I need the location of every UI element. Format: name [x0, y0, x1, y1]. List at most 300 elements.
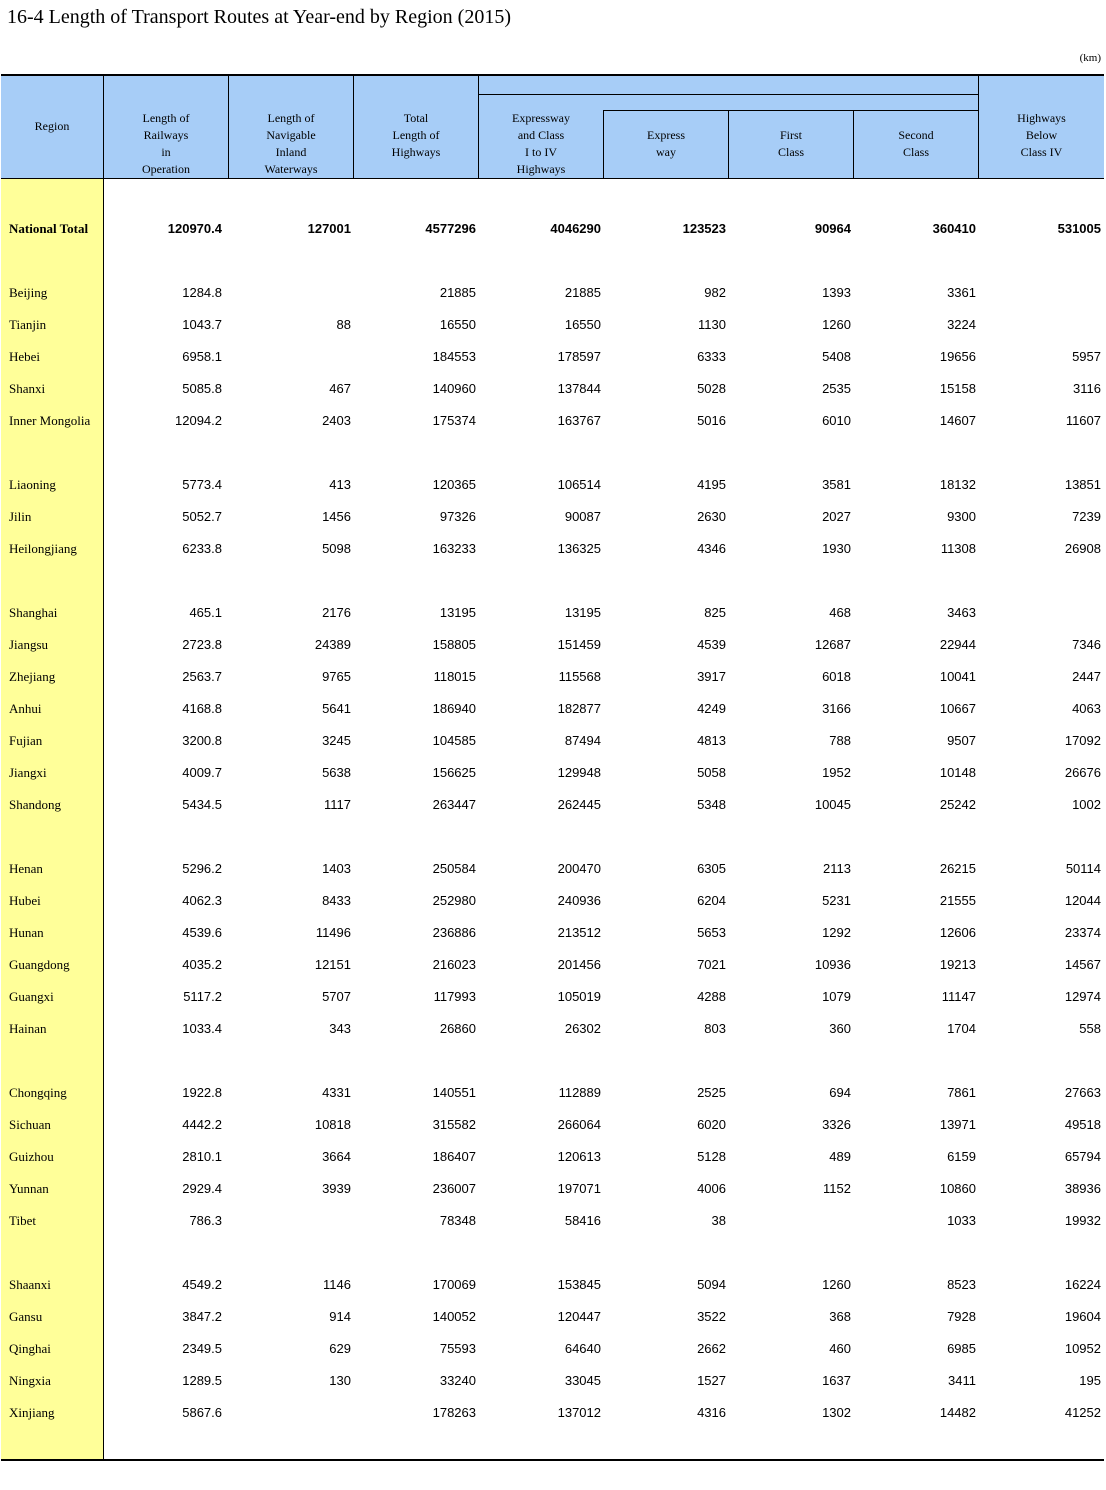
cell-expressway-class: 137012 [557, 1405, 601, 1420]
cell-railways: 4549.2 [182, 1277, 222, 1292]
data-table [1, 74, 1104, 1461]
cell-railways: 5296.2 [182, 861, 222, 876]
cell-second-class: 11308 [940, 541, 976, 556]
cell-first-class: 6018 [822, 669, 851, 684]
table-row [1, 1147, 1104, 1167]
cell-expressway-class: 106514 [557, 477, 601, 492]
cell-second-class: 21555 [939, 893, 976, 908]
cell-railways: 1033.4 [182, 1021, 222, 1036]
header-expressway: Express way [603, 110, 728, 178]
region-name: Hubei [9, 893, 41, 908]
region-name: Ningxia [9, 1373, 51, 1388]
cell-waterways: 1456 [322, 509, 351, 524]
cell-first-class: 2535 [822, 381, 851, 396]
cell-first-class: 2113 [823, 861, 851, 876]
cell-waterways: 130 [329, 1373, 351, 1388]
cell-below-class-iv: 2447 [1072, 669, 1101, 684]
region-name: Yunnan [9, 1181, 49, 1196]
cell-below-class-iv: 26908 [1064, 541, 1101, 556]
header-sub-divider [603, 110, 978, 111]
cell-expressway-class: 182877 [557, 701, 601, 716]
cell-below-class-iv: 19604 [1064, 1309, 1101, 1324]
cell-total-highways: 118015 [433, 669, 476, 684]
cell-total-highways: 236007 [432, 1181, 476, 1196]
table-row [1, 1307, 1104, 1327]
cell-railways: 2810.1 [182, 1149, 222, 1164]
cell-waterways: 5707 [322, 989, 351, 1004]
table-row [1, 1083, 1104, 1103]
cell-expressway: 5653 [697, 925, 726, 940]
cell-expressway-class: 136325 [557, 541, 601, 556]
cell-expressway-class: 58416 [564, 1213, 601, 1228]
cell-first-class: 1302 [822, 1405, 851, 1420]
cell-second-class: 25242 [939, 797, 976, 812]
cell-railways: 6958.1 [182, 349, 222, 364]
table-row [1, 475, 1104, 495]
cell-railways: 5773.4 [182, 477, 222, 492]
table-row [1, 891, 1104, 911]
cell-expressway-class: 137844 [557, 381, 601, 396]
cell-expressway-class: 213512 [557, 925, 601, 940]
cell-first-class: 1260 [822, 317, 851, 332]
table-row [1, 1019, 1104, 1039]
cell-expressway-class: 163767 [557, 413, 601, 428]
table-body [1, 179, 1104, 1461]
cell-first-class: 468 [829, 605, 851, 620]
cell-expressway-class: 178597 [557, 349, 601, 364]
cell-total-highways: 97326 [439, 509, 476, 524]
region-name: Guizhou [9, 1149, 54, 1164]
table-row [1, 507, 1104, 527]
cell-expressway: 6204 [697, 893, 726, 908]
cell-second-class: 18132 [939, 477, 976, 492]
cell-second-class: 360410 [932, 221, 976, 236]
cell-waterways: 343 [329, 1021, 351, 1036]
cell-second-class: 19213 [939, 957, 976, 972]
table-row [1, 1115, 1104, 1135]
cell-railways: 6233.8 [182, 541, 222, 556]
cell-expressway-class: 21885 [564, 285, 601, 300]
cell-railways: 5434.5 [182, 797, 222, 812]
cell-total-highways: 184553 [432, 349, 476, 364]
cell-waterways: 3245 [322, 733, 351, 748]
cell-expressway: 803 [704, 1021, 726, 1036]
page-title: 16-4 Length of Transport Routes at Year-end by Region (2015) [7, 6, 511, 28]
cell-below-class-iv: 7346 [1072, 637, 1101, 652]
cell-first-class: 12687 [814, 637, 851, 652]
table-row [1, 987, 1104, 1007]
cell-railways: 3200.8 [182, 733, 222, 748]
table-row [1, 1275, 1104, 1295]
cell-expressway-class: 120613 [557, 1149, 601, 1164]
header-region: Region [34, 119, 70, 133]
region-name: Guangdong [9, 957, 70, 972]
cell-below-class-iv: 3116 [1073, 381, 1101, 396]
table-row [1, 539, 1104, 559]
region-name: National Total [9, 221, 89, 236]
cell-railways: 5867.6 [182, 1405, 222, 1420]
cell-second-class: 1704 [947, 1021, 976, 1036]
cell-below-class-iv: 12974 [1064, 989, 1101, 1004]
cell-expressway: 4316 [697, 1405, 726, 1420]
cell-first-class: 1393 [822, 285, 851, 300]
cell-below-class-iv: 41252 [1064, 1405, 1101, 1420]
region-name: Heilongjiang [9, 541, 77, 556]
cell-total-highways: 216023 [432, 957, 476, 972]
cell-total-highways: 186407 [432, 1149, 476, 1164]
cell-below-class-iv: 38936 [1064, 1181, 1101, 1196]
cell-expressway-class: 87494 [564, 733, 601, 748]
cell-waterways: 3939 [322, 1181, 351, 1196]
cell-total-highways: 175374 [432, 413, 476, 428]
cell-second-class: 3361 [947, 285, 976, 300]
cell-waterways: 11496 [315, 925, 351, 940]
table-row [1, 763, 1104, 783]
cell-second-class: 3463 [947, 605, 976, 620]
cell-railways: 4062.3 [182, 893, 222, 908]
region-name: Hainan [9, 1021, 47, 1036]
table-row [1, 1371, 1104, 1391]
cell-railways: 2563.7 [182, 669, 222, 684]
cell-expressway: 2630 [697, 509, 726, 524]
cell-railways: 5052.7 [182, 509, 222, 524]
region-name: Hunan [9, 925, 44, 940]
cell-second-class: 22944 [939, 637, 976, 652]
cell-expressway: 1527 [697, 1373, 726, 1388]
cell-expressway-class: 240936 [557, 893, 601, 908]
cell-expressway: 5028 [697, 381, 726, 396]
table-row [1, 603, 1104, 623]
cell-railways: 12094.2 [175, 413, 222, 428]
cell-expressway: 4006 [697, 1181, 726, 1196]
cell-expressway: 5128 [697, 1149, 726, 1164]
table-row [1, 283, 1104, 303]
cell-railways: 1043.7 [182, 317, 222, 332]
cell-total-highways: 104585 [432, 733, 476, 748]
region-name: Jiangxi [9, 765, 47, 780]
cell-expressway-class: 13195 [564, 605, 601, 620]
cell-expressway: 3917 [697, 669, 726, 684]
cell-waterways: 2176 [322, 605, 351, 620]
region-name: Guangxi [9, 989, 54, 1004]
region-name: Shanghai [9, 605, 58, 620]
header-waterways: Length of Navigable Inland Waterways [228, 76, 353, 178]
region-name: Hebei [9, 349, 41, 364]
cell-below-class-iv: 7239 [1072, 509, 1101, 524]
table-row [1, 1403, 1104, 1423]
cell-waterways: 5098 [322, 541, 351, 556]
cell-railways: 5085.8 [182, 381, 222, 396]
cell-expressway-class: 64640 [564, 1341, 601, 1356]
cell-railways: 120970.4 [167, 221, 222, 236]
cell-below-class-iv: 50114 [1065, 861, 1101, 876]
table-row [1, 699, 1104, 719]
cell-total-highways: 140551 [432, 1085, 476, 1100]
header-total-highways: Total Length of Highways [353, 76, 478, 178]
cell-second-class: 11147 [941, 989, 976, 1004]
cell-first-class: 360 [829, 1021, 851, 1036]
region-name: Beijing [9, 285, 48, 300]
cell-second-class: 13971 [939, 1117, 976, 1132]
cell-railways: 1289.5 [182, 1373, 222, 1388]
cell-expressway: 982 [704, 285, 726, 300]
cell-second-class: 15158 [939, 381, 976, 396]
cell-first-class: 694 [829, 1085, 851, 1100]
cell-waterways: 88 [336, 317, 351, 332]
region-name: Shanxi [9, 381, 46, 396]
cell-expressway-class: 201456 [557, 957, 601, 972]
cell-second-class: 10041 [939, 669, 976, 684]
cell-below-class-iv: 26676 [1064, 765, 1101, 780]
cell-total-highways: 163233 [432, 541, 476, 556]
table-header [1, 76, 1104, 179]
table-row [1, 347, 1104, 367]
cell-total-highways: 21885 [439, 285, 476, 300]
region-name: Fujian [9, 733, 43, 748]
region-name: Gansu [9, 1309, 43, 1324]
header-expressway-class: Expressway and Class I to IV Highways [478, 94, 603, 178]
cell-expressway: 6020 [697, 1117, 726, 1132]
cell-first-class: 1260 [822, 1277, 851, 1292]
table-row [1, 923, 1104, 943]
cell-expressway: 4813 [697, 733, 726, 748]
cell-first-class: 6010 [822, 413, 851, 428]
cell-total-highways: 186940 [432, 701, 476, 716]
cell-below-class-iv: 27663 [1064, 1085, 1101, 1100]
cell-waterways: 2403 [322, 413, 351, 428]
header-below-class-iv: Highways Below Class IV [978, 76, 1104, 178]
cell-total-highways: 75593 [439, 1341, 476, 1356]
cell-expressway-class: 4046290 [550, 221, 601, 236]
cell-total-highways: 178263 [432, 1405, 476, 1420]
cell-expressway-class: 153845 [557, 1277, 601, 1292]
cell-railways: 465.1 [189, 605, 222, 620]
cell-second-class: 10667 [939, 701, 976, 716]
cell-expressway: 4346 [697, 541, 726, 556]
cell-first-class: 1930 [822, 541, 851, 556]
cell-second-class: 9507 [947, 733, 976, 748]
cell-first-class: 10045 [814, 797, 851, 812]
cell-total-highways: 263447 [432, 797, 476, 812]
cell-first-class: 1079 [822, 989, 851, 1004]
header-second-class: Second Class [853, 110, 978, 178]
cell-waterways: 127001 [307, 221, 351, 236]
cell-below-class-iv: 12044 [1064, 893, 1101, 908]
cell-railways: 4009.7 [182, 765, 222, 780]
cell-railways: 2929.4 [182, 1181, 222, 1196]
unit-label: (km) [1079, 52, 1101, 64]
cell-total-highways: 120365 [432, 477, 476, 492]
table-row [1, 667, 1104, 687]
cell-below-class-iv: 23374 [1064, 925, 1101, 940]
cell-second-class: 9300 [947, 509, 976, 524]
region-name: Tibet [9, 1213, 36, 1228]
cell-first-class: 90964 [814, 221, 851, 236]
cell-total-highways: 250584 [432, 861, 476, 876]
cell-expressway-class: 151459 [557, 637, 601, 652]
cell-below-class-iv: 4063 [1072, 701, 1101, 716]
cell-second-class: 3411 [948, 1373, 976, 1388]
region-name: Jilin [9, 509, 32, 524]
cell-expressway-class: 197071 [557, 1181, 601, 1196]
cell-expressway: 2662 [697, 1341, 726, 1356]
cell-railways: 786.3 [189, 1213, 222, 1228]
cell-first-class: 368 [829, 1309, 851, 1324]
region-name: Sichuan [9, 1117, 51, 1132]
table-row [1, 219, 1104, 239]
cell-expressway-class: 26302 [564, 1021, 601, 1036]
table-row [1, 315, 1104, 335]
cell-waterways: 5641 [322, 701, 351, 716]
cell-below-class-iv: 49518 [1064, 1117, 1101, 1132]
region-name: Tianjin [9, 317, 47, 332]
cell-expressway-class: 200470 [557, 861, 601, 876]
cell-expressway: 5348 [697, 797, 726, 812]
region-name: Liaoning [9, 477, 56, 492]
cell-below-class-iv: 1002 [1072, 797, 1101, 812]
cell-second-class: 12606 [939, 925, 976, 940]
table-row [1, 1179, 1104, 1199]
cell-waterways: 4331 [322, 1085, 351, 1100]
cell-second-class: 8523 [947, 1277, 976, 1292]
cell-waterways: 3664 [322, 1149, 351, 1164]
cell-total-highways: 252980 [432, 893, 476, 908]
cell-below-class-iv: 19932 [1064, 1213, 1101, 1228]
header-first-class: First Class [728, 110, 853, 178]
table-row [1, 635, 1104, 655]
cell-second-class: 10860 [939, 1181, 976, 1196]
cell-total-highways: 78348 [439, 1213, 476, 1228]
cell-below-class-iv: 14567 [1064, 957, 1101, 972]
cell-railways: 2349.5 [182, 1341, 222, 1356]
cell-total-highways: 140960 [432, 381, 476, 396]
cell-total-highways: 4577296 [425, 221, 476, 236]
cell-expressway: 825 [704, 605, 726, 620]
cell-below-class-iv: 65794 [1064, 1149, 1101, 1164]
cell-expressway-class: 129948 [557, 765, 601, 780]
table-row [1, 1339, 1104, 1359]
table-row [1, 1211, 1104, 1231]
cell-second-class: 1033 [947, 1213, 976, 1228]
cell-total-highways: 140052 [432, 1309, 476, 1324]
cell-first-class: 788 [829, 733, 851, 748]
region-name: Inner Mongolia [9, 413, 91, 428]
cell-below-class-iv: 11607 [1065, 413, 1101, 428]
cell-below-class-iv: 5957 [1072, 349, 1101, 364]
cell-below-class-iv: 16224 [1064, 1277, 1101, 1292]
region-name: Shandong [9, 797, 61, 812]
cell-waterways: 629 [329, 1341, 351, 1356]
cell-second-class: 14482 [939, 1405, 976, 1420]
cell-railways: 2723.8 [182, 637, 222, 652]
cell-railways: 4442.2 [182, 1117, 222, 1132]
table-row [1, 731, 1104, 751]
cell-total-highways: 117993 [433, 989, 476, 1004]
cell-total-highways: 13195 [439, 605, 476, 620]
cell-below-class-iv: 13851 [1064, 477, 1101, 492]
header-group-bar-right [603, 76, 978, 95]
cell-expressway-class: 262445 [557, 797, 601, 812]
region-name: Chongqing [9, 1085, 67, 1100]
cell-total-highways: 16550 [439, 317, 476, 332]
cell-waterways: 1146 [323, 1277, 351, 1292]
cell-second-class: 26215 [939, 861, 976, 876]
cell-expressway: 5094 [697, 1277, 726, 1292]
region-name: Jiangsu [9, 637, 48, 652]
cell-below-class-iv: 531005 [1057, 221, 1101, 236]
region-name: Shaanxi [9, 1277, 51, 1292]
cell-expressway: 4539 [697, 637, 726, 652]
table-row [1, 955, 1104, 975]
cell-expressway: 6333 [697, 349, 726, 364]
region-name: Henan [9, 861, 43, 876]
cell-first-class: 5231 [822, 893, 851, 908]
cell-waterways: 1117 [324, 797, 351, 812]
region-column-bg [1, 179, 104, 1459]
cell-railways: 5117.2 [183, 989, 222, 1004]
cell-below-class-iv: 558 [1079, 1021, 1101, 1036]
cell-second-class: 7861 [947, 1085, 976, 1100]
cell-waterways: 9765 [322, 669, 351, 684]
cell-expressway: 6305 [697, 861, 726, 876]
cell-railways: 1922.8 [182, 1085, 222, 1100]
cell-expressway: 4249 [697, 701, 726, 716]
cell-below-class-iv: 17092 [1064, 733, 1101, 748]
table-row [1, 795, 1104, 815]
cell-expressway: 5058 [697, 765, 726, 780]
cell-first-class: 3166 [822, 701, 851, 716]
cell-first-class: 1152 [823, 1181, 851, 1196]
header-group-bar [478, 76, 604, 95]
cell-railways: 4168.8 [182, 701, 222, 716]
cell-below-class-iv: 10952 [1064, 1341, 1101, 1356]
cell-total-highways: 170069 [432, 1277, 476, 1292]
cell-expressway: 2525 [697, 1085, 726, 1100]
cell-first-class: 1952 [822, 765, 851, 780]
cell-railways: 1284.8 [182, 285, 222, 300]
cell-first-class: 2027 [822, 509, 851, 524]
cell-first-class: 10936 [814, 957, 851, 972]
region-name: Qinghai [9, 1341, 51, 1356]
cell-second-class: 3224 [947, 317, 976, 332]
cell-expressway-class: 105019 [557, 989, 601, 1004]
cell-total-highways: 26860 [439, 1021, 476, 1036]
cell-waterways: 5638 [322, 765, 351, 780]
cell-expressway-class: 90087 [564, 509, 601, 524]
cell-expressway: 1130 [698, 317, 726, 332]
cell-expressway: 5016 [697, 413, 726, 428]
cell-total-highways: 156625 [432, 765, 476, 780]
cell-waterways: 914 [329, 1309, 351, 1324]
cell-first-class: 3581 [822, 477, 851, 492]
cell-railways: 4035.2 [182, 957, 222, 972]
cell-expressway: 7021 [697, 957, 726, 972]
region-name: Anhui [9, 701, 42, 716]
cell-waterways: 8433 [322, 893, 351, 908]
header-railways: Length of Railways in Operation [103, 76, 228, 178]
table-row [1, 411, 1104, 431]
cell-second-class: 14607 [939, 413, 976, 428]
table-row [1, 859, 1104, 879]
cell-expressway: 4195 [697, 477, 726, 492]
cell-first-class: 3326 [822, 1117, 851, 1132]
cell-second-class: 7928 [947, 1309, 976, 1324]
cell-second-class: 19656 [939, 349, 976, 364]
cell-second-class: 6985 [947, 1341, 976, 1356]
cell-total-highways: 33240 [439, 1373, 476, 1388]
cell-waterways: 1403 [322, 861, 351, 876]
region-name: Zhejiang [9, 669, 56, 684]
